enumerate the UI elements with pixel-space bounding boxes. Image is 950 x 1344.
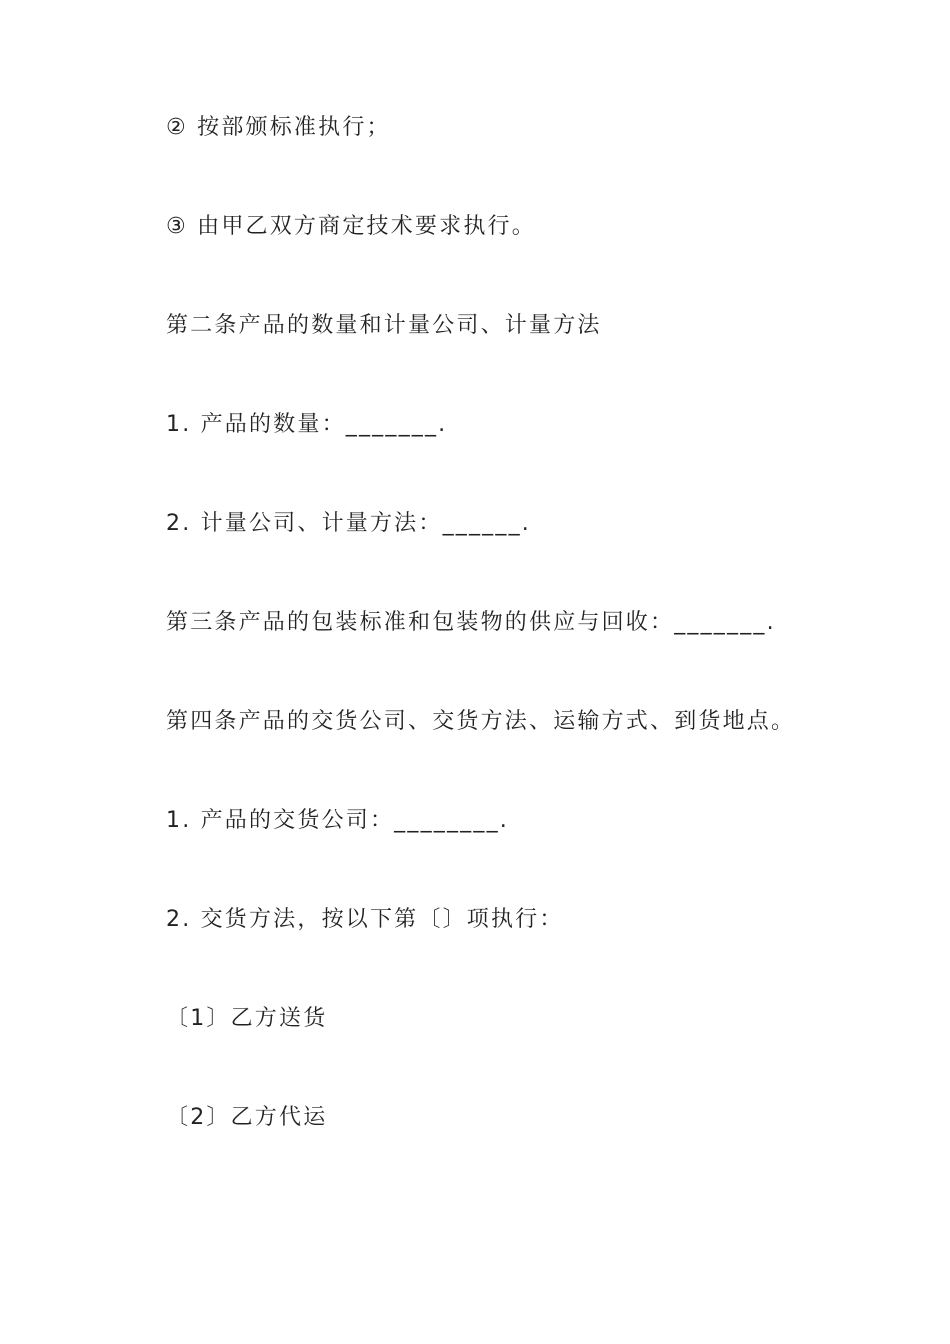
section-heading-article-4: 第四条产品的交货公司、交货方法、运输方式、到货地点。	[166, 709, 796, 734]
option-seller-delivery: 〔1〕乙方送货	[166, 1006, 328, 1031]
paragraph-item-2: ② 按部颁标准执行；	[166, 115, 391, 140]
paragraph-delivery-method: 2. 交货方法，按以下第〔〕项执行：	[166, 907, 564, 932]
option-seller-shipping: 〔2〕乙方代运	[166, 1105, 328, 1130]
paragraph-measurement: 2. 计量公司、计量方法：______.	[166, 511, 531, 536]
paragraph-item-3: ③ 由甲乙双方商定技术要求执行。	[166, 214, 536, 239]
section-heading-article-3: 第三条产品的包装标准和包装物的供应与回收：_______.	[166, 610, 776, 635]
paragraph-quantity: 1. 产品的数量：_______.	[166, 412, 448, 437]
section-heading-article-2: 第二条产品的数量和计量公司、计量方法	[166, 313, 602, 338]
paragraph-delivery-company: 1. 产品的交货公司：________.	[166, 808, 509, 833]
